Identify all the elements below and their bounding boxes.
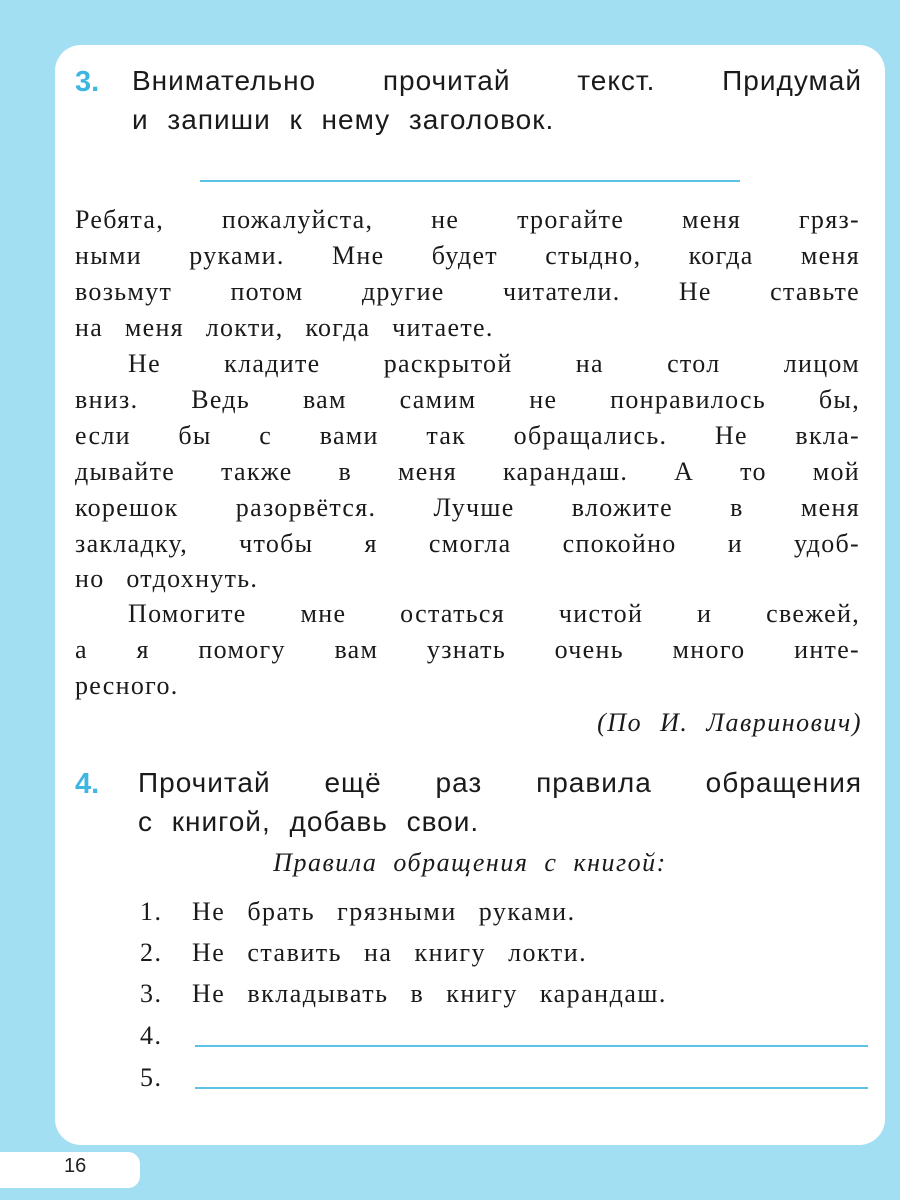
- task-4-number: 4.: [75, 768, 100, 800]
- text-line: Помогите мне остаться чистой и свежей,: [128, 599, 860, 628]
- text-line: на меня локти, когда читаете.: [75, 313, 494, 342]
- text-line: дывайте также в меня карандаш. А то мой: [75, 457, 860, 486]
- rule-item: [140, 1060, 192, 1096]
- task-3-line-1: Внимательно прочитай текст. Придумай: [132, 65, 862, 96]
- text-line: корешок разорвётся. Лучше вложите в меня: [75, 493, 860, 522]
- rule-number: 1.: [140, 897, 163, 926]
- text-line: а я помогу вам узнать очень много инте-: [75, 635, 860, 664]
- rules-title: Правила обращения с книгой:: [273, 848, 667, 877]
- text-line: если бы с вами так обращались. Не вкла-: [75, 421, 860, 450]
- rule-text: Не ставить на книгу локти.: [192, 938, 588, 967]
- rule-text: Не вкладывать в книгу карандаш.: [192, 979, 667, 1008]
- task-3-number: 3.: [75, 66, 100, 98]
- text-line: закладку, чтобы я смогла спокойно и удоб-: [75, 529, 860, 558]
- rule-number: 4.: [140, 1021, 163, 1050]
- page-number: 16: [64, 1155, 87, 1177]
- rule-item: [140, 1018, 192, 1054]
- rule-4-answer-line[interactable]: [195, 1045, 868, 1047]
- task-3-line-2: и запиши к нему заголовок.: [132, 104, 555, 135]
- text-line: ресного.: [75, 671, 179, 700]
- text-line: ными руками. Мне будет стыдно, когда меня: [75, 241, 860, 270]
- text-line: Не кладите раскрытой на стол лицом: [128, 349, 860, 378]
- rule-item: [140, 976, 667, 1012]
- rule-item: [140, 894, 576, 930]
- text-line: Ребята, пожалуйста, не трогайте меня гряз-: [75, 205, 860, 234]
- rule-item: [140, 935, 587, 971]
- text-author: (По И. Лавринович): [597, 708, 862, 737]
- text-line: возьмут потом другие читатели. Не ставьте: [75, 277, 860, 306]
- rule-number: 3.: [140, 979, 163, 1008]
- text-line: вниз. Ведь вам самим не понравилось бы,: [75, 385, 860, 414]
- rule-5-answer-line[interactable]: [195, 1087, 868, 1089]
- rule-text: Не брать грязными руками.: [192, 897, 576, 926]
- rule-number: 2.: [140, 938, 163, 967]
- task-4-line-2: с книгой, добавь свои.: [138, 806, 480, 837]
- rule-number: 5.: [140, 1063, 163, 1092]
- title-answer-line[interactable]: [200, 180, 740, 182]
- task-4-line-1: Прочитай ещё раз правила обращения: [138, 767, 862, 798]
- text-line: но отдохнуть.: [75, 564, 259, 593]
